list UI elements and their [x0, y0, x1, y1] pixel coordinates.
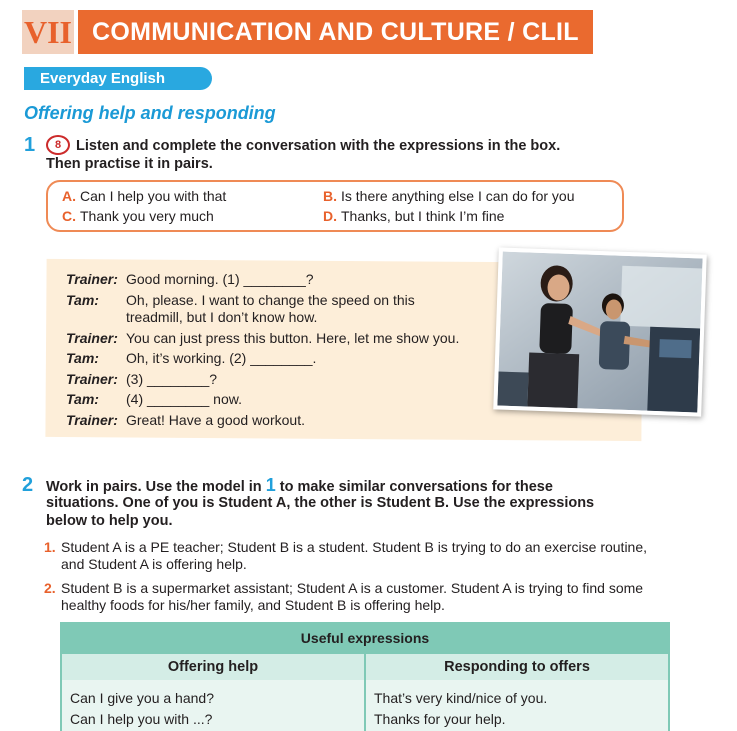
exercise-1-number: 1 [24, 134, 36, 156]
useful-expressions-table [60, 622, 670, 731]
exercise-2-instruction: Work in pairs. Use the model in 1 to make similar conversations for these [46, 475, 553, 495]
option-a: A. Can I help you with that [62, 188, 227, 204]
responding-column [364, 680, 668, 731]
situation-text: Student A is a PE teacher; Student B is a student. Student B is trying to do an exercise routine, [61, 539, 648, 555]
situation-text: Student B is a supermarket assistant; Student A is a customer. Student A is trying to find some [61, 580, 644, 596]
exercise-reference: 1 [265, 475, 276, 495]
expression-item: Can I give you a hand? [70, 690, 214, 706]
column-header-responding: Responding to offers [364, 654, 668, 680]
dialogue-line: (3) ________? [126, 371, 218, 387]
dialogue-speaker: Trainer: [66, 271, 118, 287]
table-header-row [62, 652, 668, 680]
dialogue-speaker: Trainer: [66, 371, 118, 387]
situation-text-cont: and Student A is offering help. [61, 556, 247, 572]
table-title: Useful expressions [62, 624, 668, 652]
option-b: B. Is there anything else I can do for you [323, 188, 575, 204]
expression-item: Thanks for your help. [374, 711, 506, 727]
dialogue-line: You can just press this button. Here, let me show you. [126, 330, 460, 346]
situation-text-cont: healthy foods for his/her family, and Student B is offering help. [61, 597, 445, 613]
column-header-offering: Offering help [167, 659, 259, 675]
unit-header [22, 10, 593, 54]
exercise-1-instruction: 8 Listen and complete the conversation with the expressions in the box. [46, 136, 560, 156]
dialogue-line: (4) ________ now. [126, 391, 242, 407]
exercise-2-instruction-line2: situations. One of you is Student A, the other is Student B. Use the expressions [46, 495, 595, 511]
expression-item: That’s very kind/nice of you. [374, 690, 548, 706]
exercise-2-number: 2 [22, 474, 34, 496]
dialogue-speaker: Trainer: [66, 412, 118, 428]
expression-item: Can I help you with ...? [70, 711, 213, 727]
offering-column [62, 680, 364, 731]
dialogue-line: Oh, please. I want to change the speed on this [126, 292, 415, 308]
dialogue-line: Great! Have a good workout. [126, 412, 305, 428]
unit-number: VII [22, 10, 74, 54]
option-d: D. Thanks, but I think I’m fine [323, 208, 505, 224]
dialogue-line-cont: treadmill, but I don’t know how. [126, 309, 318, 325]
dialogue-line: Good morning. (1) ________? [126, 271, 314, 287]
section-title: Offering help and responding [24, 103, 276, 123]
unit-title: COMMUNICATION AND CULTURE / CLIL [78, 10, 593, 54]
dialogue-speaker: Tam: [66, 292, 99, 308]
gym-photo [493, 247, 707, 416]
dialogue-speaker: Trainer: [66, 330, 118, 346]
audio-track-icon[interactable]: 8 [46, 135, 70, 155]
dialogue-line: Oh, it’s working. (2) ________. [126, 350, 317, 366]
dialogue-speaker: Tam: [66, 391, 99, 407]
gym-photo-image [497, 252, 702, 413]
exercise-2-instruction-line3: below to help you. [46, 513, 173, 529]
everyday-english-label: Everyday English [24, 67, 212, 90]
situation-number: 2. [44, 580, 56, 596]
exercise-1-instruction-line2: Then practise it in pairs. [46, 156, 213, 172]
table-body [62, 680, 668, 731]
option-c: C. Thank you very much [62, 208, 214, 224]
dialogue-speaker: Tam: [66, 350, 99, 366]
situation-number: 1. [44, 539, 56, 555]
